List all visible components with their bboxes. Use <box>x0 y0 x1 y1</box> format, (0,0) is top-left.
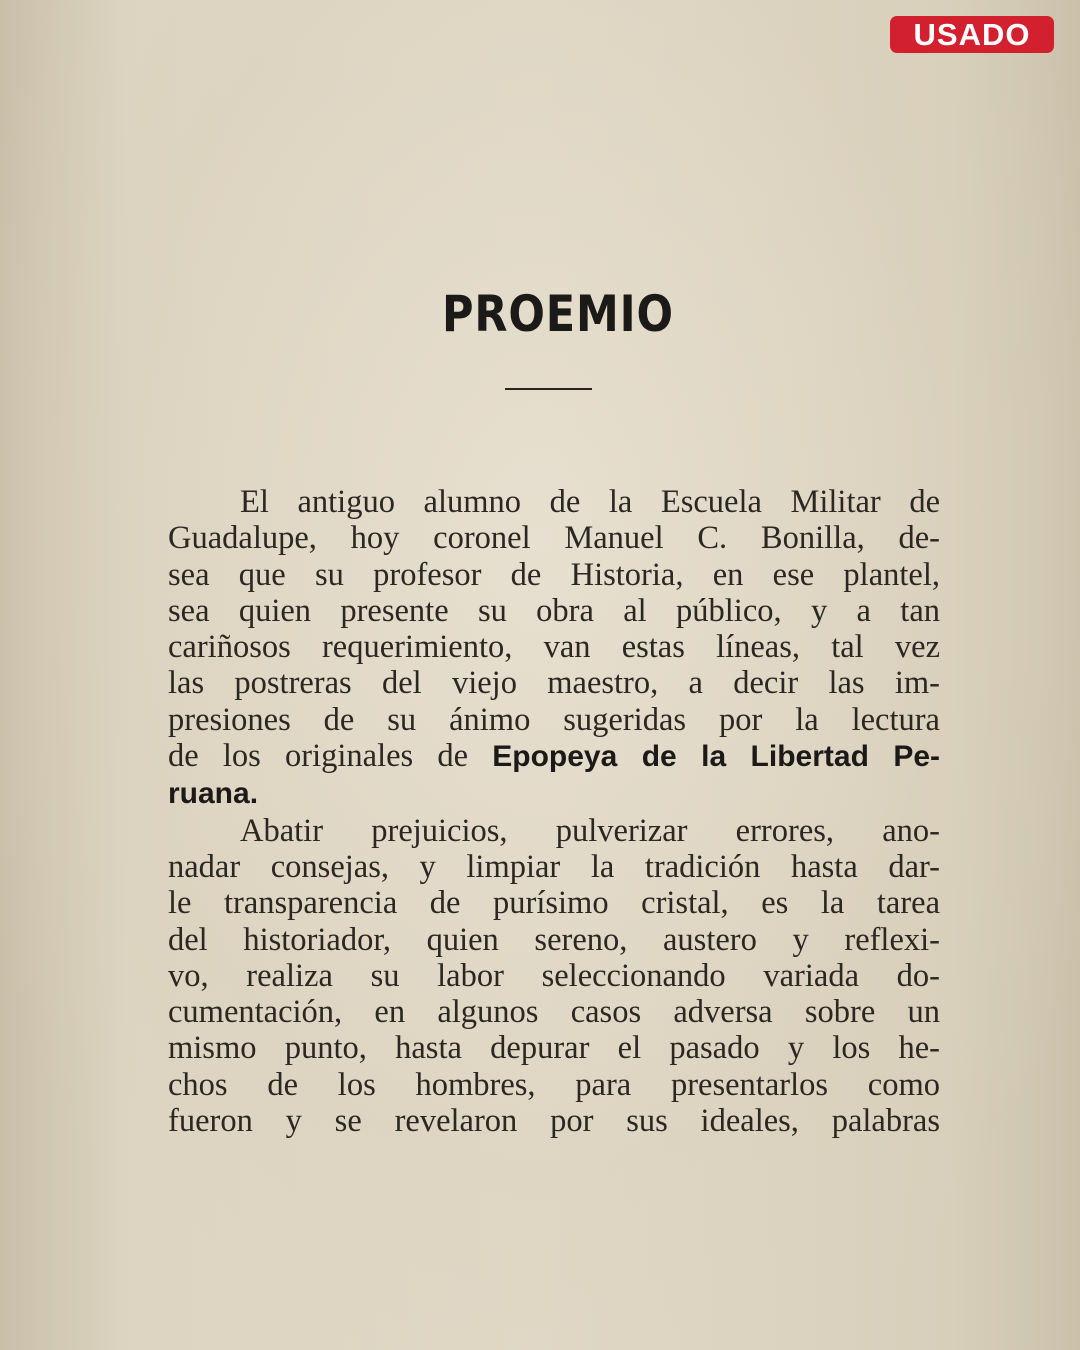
text-line: Abatir prejuicios, pulverizar errores, ano- <box>240 812 940 849</box>
text-segment: de los originales de <box>168 738 493 775</box>
page-title: PROEMIO <box>442 285 674 343</box>
title-divider <box>505 388 592 390</box>
text-line <box>168 775 940 812</box>
text-line: las postreras del viejo maestro, a decir las im- <box>168 665 940 702</box>
book-title-bold: ruana. <box>168 777 259 811</box>
text-line: presiones de su ánimo sugeridas por la lectura <box>168 701 940 738</box>
text-line <box>168 738 940 775</box>
text-line: chos de los hombres, para presentarlos como <box>168 1066 940 1103</box>
text-line: mismo punto, hasta depurar el pasado y los he- <box>168 1030 940 1067</box>
text-line: El antiguo alumno de la Escuela Militar de <box>240 484 940 520</box>
text-line: cumentación, en algunos casos adversa sobre un <box>168 994 940 1031</box>
text-line: Guadalupe, hoy coronel Manuel C. Bonilla, de- <box>168 520 940 557</box>
book-title-bold: Epopeya de la Libertad Pe- <box>492 740 940 774</box>
text-line: le transparencia de purísimo cristal, es la tarea <box>168 885 940 922</box>
text-line: del historiador, quien sereno, austero y reflexi- <box>168 921 940 958</box>
text-line: sea que su profesor de Historia, en ese plantel, <box>168 556 940 593</box>
text-line: sea quien presente su obra al público, y a tan <box>168 592 940 629</box>
text-line: vo, realiza su labor seleccionando variada do- <box>168 957 940 994</box>
body-text <box>168 484 940 1139</box>
text-line: cariñosos requerimiento, van estas líneas, tal vez <box>168 629 940 666</box>
used-condition-badge: USADO <box>890 16 1054 53</box>
text-line: fueron y se revelaron por sus ideales, palabras <box>168 1103 940 1140</box>
text-line: nadar consejas, y limpiar la tradición hasta dar- <box>168 848 940 885</box>
